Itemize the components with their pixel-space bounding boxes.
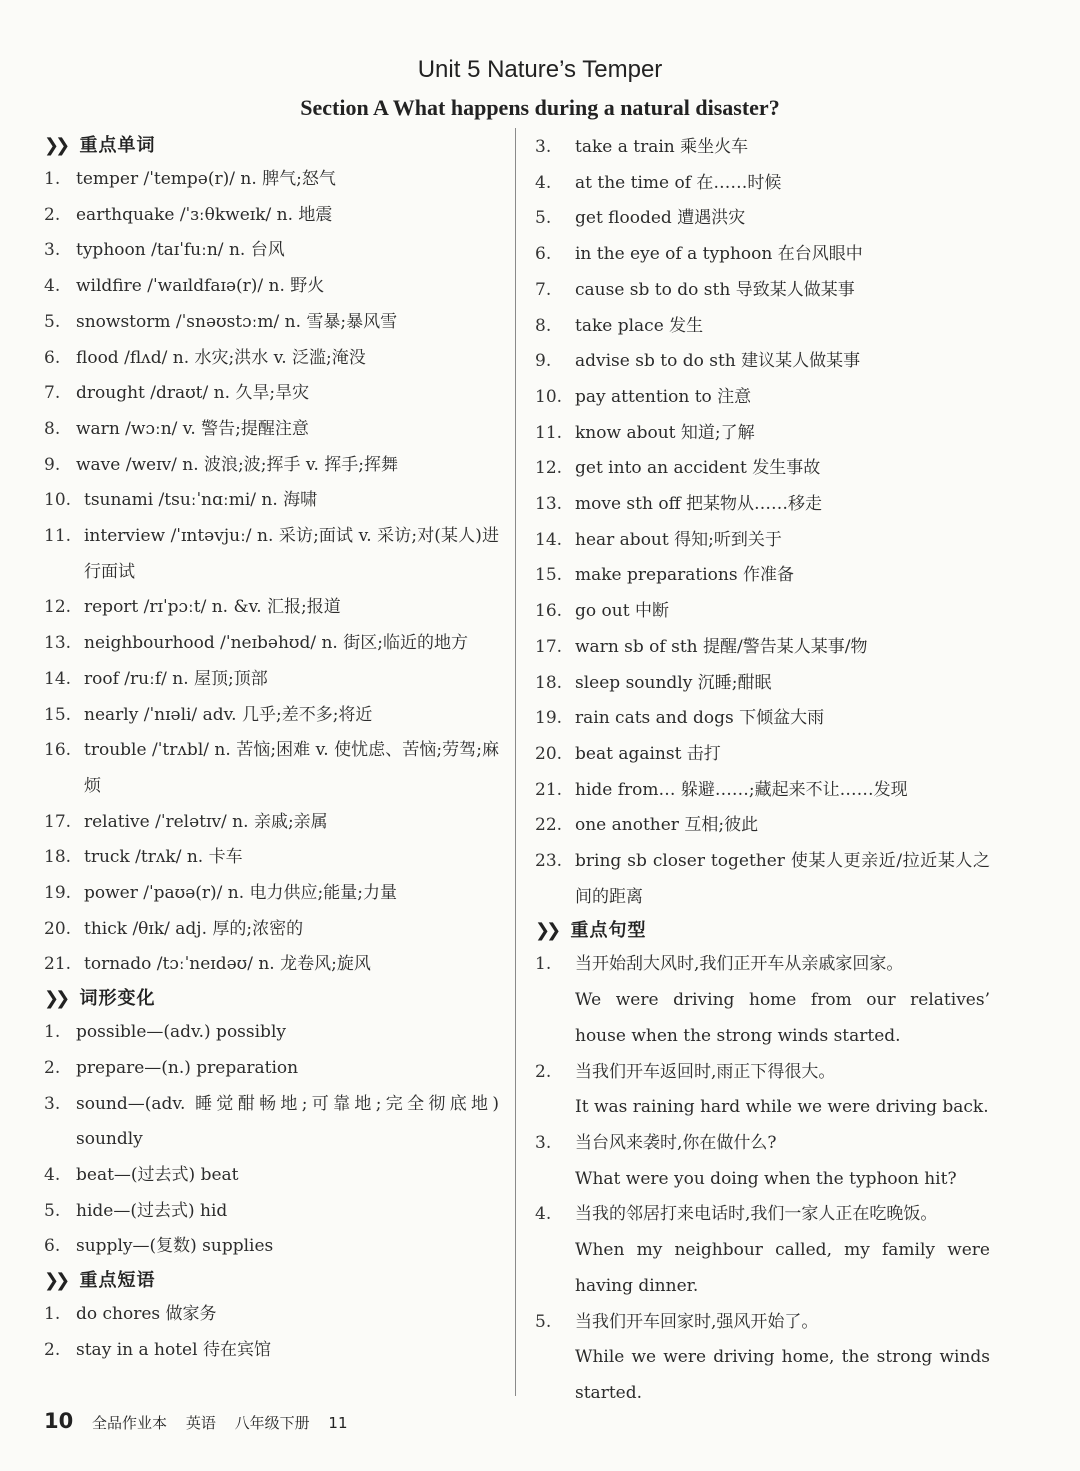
vocab-heading-label: 重点单词 [79,135,156,156]
sentence-english: When my neighbour called, my family were having dinner. [575,1240,990,1296]
phrase-entry [535,808,990,844]
item-number: 4. [535,172,552,193]
double-chevron-icon: ❯❯ [44,988,67,1010]
item-text: know about 知道;了解 [575,422,755,443]
phrase-entry [535,487,990,523]
phrase-entry [535,309,990,345]
phrase-entry [535,844,990,915]
item-text: one another 互相;彼此 [575,815,759,836]
item-number: 12. [44,597,72,618]
item-text: drought /draʊt/ n. 久旱;旱灾 [76,383,310,404]
item-text: typhoon /taɪˈfuːn/ n. 台风 [76,240,285,261]
phrase-entry [535,701,990,737]
phrase-entry [535,416,990,452]
item-number: 1. [44,169,61,189]
vocab-entry [44,305,499,341]
vocab-entry [44,198,499,234]
item-text: nearly /ˈnɪəli/ adv. 几乎;差不多;将近 [84,704,373,725]
vocab-entry [44,448,499,484]
item-number: 3. [535,137,552,157]
sheet-number: 11 [328,1414,348,1432]
phrase-entry [535,166,990,202]
vocab-entry [44,733,499,804]
sentences-heading-label: 重点句型 [570,920,647,942]
item-text: earthquake /ˈɜːθkweɪk/ n. 地震 [76,204,333,225]
vocab-entry [44,626,499,662]
word-form-entry [44,1158,499,1194]
item-text: warn sb of sth 提醒/警告某人某事/物 [575,636,868,657]
item-text: go out 中断 [575,601,669,622]
item-text: take place 发生 [575,315,704,336]
item-number: 18. [535,672,563,693]
item-number: 14. [535,529,563,550]
item-text: make preparations 作准备 [575,565,794,586]
item-text: truck /trʌk/ n. 卡车 [84,847,243,868]
item-number: 20. [535,743,563,764]
item-number: 5. [44,1200,61,1221]
page-number: 10 [44,1409,74,1433]
item-number: 3. [535,1132,552,1153]
vocab-entry [44,947,499,983]
item-text: move sth off 把某物从……移走 [575,494,823,515]
item-text: flood /flʌd/ n. 水灾;洪水 v. 泛滥;淹没 [76,347,366,368]
item-text: power /ˈpaʊə(r)/ n. 电力供应;能量;力量 [84,883,398,904]
sentence-entry [535,947,990,1054]
page-footer [44,1406,362,1436]
vocab-list [44,162,499,983]
item-text: supply—(复数) supplies [76,1236,274,1257]
item-number: 2. [44,1339,61,1360]
vocab-entry [44,412,499,448]
item-number: 12. [535,458,563,479]
sentence-entry [535,1055,990,1126]
sentence-chinese: 当我的邻居打来电话时,我们一家人正在吃晚饭。 [575,1204,938,1225]
item-number: 14. [44,668,72,689]
double-chevron-icon: ❯❯ [535,920,558,942]
item-number: 7. [535,279,552,300]
item-number: 13. [44,633,72,654]
item-text: report /rɪˈpɔːt/ n. &v. 汇报;报道 [84,597,341,618]
item-number: 1. [535,954,552,975]
word-form-entry [44,1051,499,1087]
item-number: 18. [44,847,72,868]
item-text: prepare—(n.) preparation [76,1057,299,1078]
item-text: take a train 乘坐火车 [575,137,749,157]
vocab-entry [44,662,499,698]
phrase-entry [535,558,990,594]
item-text: bring sb closer together 使某人更亲近/拉近某人之间的距离 [575,851,990,907]
item-number: 7. [44,383,61,404]
item-text: roof /ruːf/ n. 屋顶;顶部 [84,668,268,689]
vocab-entry [44,233,499,269]
item-number: 6. [44,347,61,368]
vocab-entry [44,805,499,841]
item-number: 10. [44,490,72,511]
phrase-entry [535,666,990,702]
phrase-entry [535,273,990,309]
item-number: 13. [535,494,563,515]
sentence-english: We were driving home from our relatives’ house when the strong winds started. [575,990,990,1046]
forms-heading-label: 词形变化 [79,988,156,1010]
item-number: 6. [535,244,552,265]
grade: 八年级下册 [234,1414,310,1432]
vocab-heading [44,130,499,162]
vocab-entry [44,269,499,305]
item-text: wave /weɪv/ n. 波浪;波;挥手 v. 挥手;挥舞 [76,454,399,475]
item-number: 4. [44,1164,61,1185]
item-text: interview /ˈɪntəvjuː/ n. 采访;面试 v. 采访;对(某人)进行面试 [84,526,499,582]
vocab-entry [44,840,499,876]
item-number: 1. [44,1022,61,1043]
phrases-heading-label: 重点短语 [79,1270,156,1292]
vocab-entry [44,483,499,519]
vocab-entry [44,376,499,412]
item-text: sleep soundly 沉睡;酣眠 [575,672,772,693]
item-text: trouble /ˈtrʌbl/ n. 苦恼;困难 v. 使忧虑、苦恼;劳驾;麻烦 [84,740,499,796]
column-divider [515,128,516,1396]
item-text: get into an accident 发生事故 [575,458,821,479]
item-number: 5. [44,311,61,332]
vocab-entry [44,912,499,948]
item-text: beat—(过去式) beat [76,1164,239,1185]
item-text: relative /ˈrelətɪv/ n. 亲戚;亲属 [84,811,328,832]
sentence-body [575,1305,990,1412]
item-text: thick /θɪk/ adj. 厚的;浓密的 [84,918,304,939]
item-text: rain cats and dogs 下倾盆大雨 [575,708,825,729]
phrase-entry [535,630,990,666]
phrase-entry [535,523,990,559]
item-number: 5. [535,208,552,229]
item-text: pay attention to 注意 [575,386,752,407]
vocab-entry [44,162,499,198]
book-name: 全品作业本 [92,1414,168,1432]
item-number: 17. [535,636,563,657]
item-number: 19. [44,883,72,904]
item-number: 20. [44,918,72,939]
vocab-entry [44,876,499,912]
sentence-english: While we were driving home, the strong winds started. [575,1347,990,1403]
item-text: get flooded 遭遇洪灾 [575,208,746,229]
phrase-entry [535,380,990,416]
item-text: temper /ˈtempə(r)/ n. 脾气;怒气 [76,169,336,189]
item-number: 2. [44,1057,61,1078]
double-chevron-icon: ❯❯ [44,1270,67,1292]
sentence-entry [535,1126,990,1197]
item-number: 2. [535,1061,552,1082]
item-number: 4. [535,1204,552,1225]
item-number: 15. [535,565,563,586]
item-text: tornado /tɔːˈneɪdəʊ/ n. 龙卷风;旋风 [84,954,371,975]
item-number: 16. [535,601,563,622]
item-number: 10. [535,386,563,407]
item-number: 22. [535,815,563,836]
item-number: 11. [535,422,563,443]
sentences-list [535,947,990,1411]
item-number: 19. [535,708,563,729]
item-number: 3. [44,1093,61,1114]
sentence-body [575,1055,990,1126]
item-text: cause sb to do sth 导致某人做某事 [575,279,855,300]
forms-heading [44,983,499,1015]
item-number: 21. [44,954,72,975]
double-chevron-icon: ❯❯ [44,135,67,156]
vocab-entry [44,698,499,734]
item-number: 11. [44,526,72,547]
word-form-entry [44,1087,499,1158]
item-text: beat against 击打 [575,743,721,764]
item-number: 17. [44,811,72,832]
phrase-entry [44,1333,499,1369]
item-text: at the time of 在……时候 [575,172,782,193]
word-form-entry [44,1194,499,1230]
phrase-entry [535,237,990,273]
item-number: 15. [44,704,72,725]
item-text: advise sb to do sth 建议某人做某事 [575,351,861,372]
item-text: tsunami /tsuːˈnɑːmi/ n. 海啸 [84,490,318,511]
item-text: do chores 做家务 [76,1304,217,1325]
item-number: 1. [44,1304,61,1325]
sentence-chinese: 当我们开车回家时,强风开始了。 [575,1311,819,1332]
section-title: Section A What happens during a natural disaster? [300,95,780,120]
item-number: 4. [44,276,61,297]
item-number: 6. [44,1236,61,1257]
item-text: warn /wɔːn/ v. 警告;提醒注意 [76,418,309,439]
item-text: sound—(adv. 睡觉酣畅地;可靠地;完全彻底地) soundly [76,1093,499,1150]
right-column [535,130,990,1412]
sentence-chinese: 当开始刮大风时,我们正开车从亲戚家回家。 [575,954,904,975]
item-text: possible—(adv.) possibly [76,1022,286,1043]
sentence-english: It was raining hard while we were driving back. [575,1097,989,1118]
item-number: 5. [535,1311,552,1332]
phrase-entry [535,344,990,380]
sentence-body [575,1197,990,1304]
item-number: 8. [535,315,552,336]
phrases-heading [44,1265,499,1297]
phrase-entry [535,773,990,809]
sentence-body [575,1126,990,1197]
item-number: 2. [44,204,61,225]
item-text: hide—(过去式) hid [76,1200,228,1221]
phrase-entry [535,130,990,166]
forms-list [44,1015,499,1265]
subject: 英语 [185,1414,216,1432]
phrases-list [44,1297,499,1368]
phrase-entry [535,451,990,487]
vocab-entry [44,341,499,377]
item-text: neighbourhood /ˈneɪbəhʊd/ n. 街区;临近的地方 [84,633,468,654]
phrase-entry [535,594,990,630]
item-text: wildfire /ˈwaɪldfaɪə(r)/ n. 野火 [76,276,325,297]
sentence-body [575,947,990,1054]
item-number: 16. [44,740,72,761]
item-number: 9. [535,351,552,372]
sentence-chinese: 当我们开车返回时,雨正下得很大。 [575,1061,836,1082]
sentence-chinese: 当台风来袭时,你在做什么? [575,1132,777,1153]
sentences-heading [535,915,990,947]
sentence-english: What were you doing when the typhoon hit? [575,1168,957,1189]
vocab-entry [44,590,499,626]
sentence-entry [535,1305,990,1412]
left-column [44,130,499,1369]
word-form-entry [44,1229,499,1265]
unit-title: Unit 5 Nature’s Temper [417,56,663,83]
item-text: hide from… 躲避……;藏起来不让……发现 [575,779,908,800]
item-number: 23. [535,851,563,872]
item-text: snowstorm /ˈsnəʊstɔːm/ n. 雪暴;暴风雪 [76,311,398,332]
sentence-entry [535,1197,990,1304]
phrase-entry [535,737,990,773]
vocab-entry [44,519,499,590]
phrase-entry [44,1297,499,1333]
word-form-entry [44,1015,499,1051]
item-number: 9. [44,454,61,475]
item-text: in the eye of a typhoon 在台风眼中 [575,244,863,265]
phrases-list-continued [535,130,990,915]
item-number: 21. [535,779,563,800]
item-number: 8. [44,418,61,439]
item-number: 3. [44,240,61,261]
item-text: stay in a hotel 待在宾馆 [76,1339,271,1360]
item-text: hear about 得知;听到关于 [575,529,782,550]
phrase-entry [535,201,990,237]
